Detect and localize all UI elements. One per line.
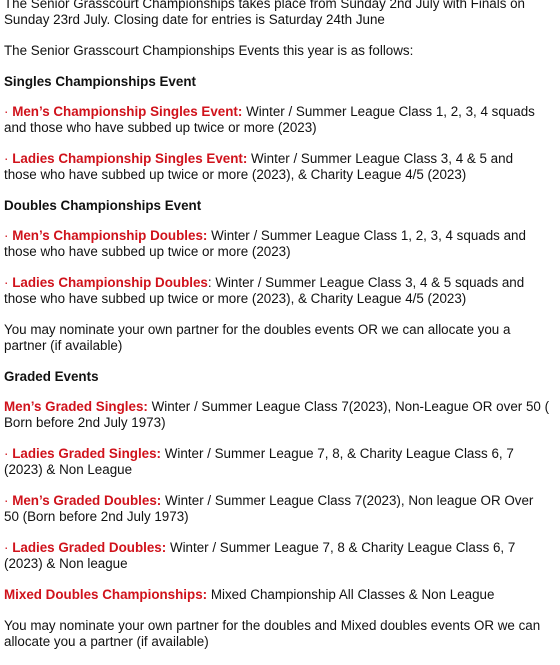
closing-partner-note: [4, 618, 560, 650]
mens-graded-singles: [4, 399, 560, 431]
doubles-partner-note-line-1: You may nominate your own partner for the doubles events OR we can allocate you a: [4, 322, 511, 337]
event-detail: Mixed Championship All Classes & Non League: [207, 587, 495, 602]
mens-graded-singles-line-1: [4, 399, 560, 415]
intro-line-1: The Senior Grasscourt Championships takes place from Sunday 2nd July with Finals on: [4, 0, 525, 11]
doubles-heading: [4, 198, 560, 214]
event-title: Ladies Championship Doubles: [12, 275, 208, 290]
mixed-doubles-line-1: [4, 587, 560, 603]
event-detail: Winter / Summer League 7, 8 & Charity League Class 6, 7: [166, 540, 516, 555]
doubles-partner-note-line-2: partner (if available): [4, 338, 123, 353]
event-detail: Winter / Summer League Class 7(2023), Non-League OR over 50 (: [147, 399, 550, 414]
events-intro: [4, 43, 560, 59]
ladies-championship-singles-line-2: those who have subbed up twice or more (2023), & Charity League 4/5 (2023): [4, 167, 467, 182]
ladies-championship-singles-line-1: [4, 151, 560, 167]
graded-heading: [4, 369, 560, 385]
ladies-graded-doubles-line-1: [4, 540, 560, 556]
mens-championship-doubles-line-2: those who have subbed up twice or more (2023): [4, 244, 291, 259]
event-detail: Winter / Summer League Class 7(2023), Non league OR Over: [161, 493, 534, 508]
mens-championship-singles-line-2: and those who have subbed up twice or more (2023): [4, 120, 317, 135]
mens-championship-doubles-line-1: [4, 228, 560, 244]
event-title: Ladies Graded Doubles:: [12, 540, 167, 555]
closing-note-line-1: You may nominate your own partner for the doubles and Mixed doubles events OR we can: [4, 618, 541, 633]
ladies-championship-doubles-line-2: those who have subbed up twice or more (2023), & Charity League 4/5 (2023): [4, 291, 467, 306]
bullet: ·: [4, 446, 13, 461]
championships-document: [4, 0, 560, 665]
mens-graded-singles-line-2: Born before 2nd July 1973): [4, 415, 166, 430]
event-detail: Winter / Summer League Class 1, 2, 3, 4 squads and: [207, 228, 526, 243]
ladies-graded-singles-line-1: [4, 446, 560, 462]
ladies-championship-doubles-line-1: [4, 275, 560, 291]
event-title: Men’s Graded Singles:: [4, 399, 148, 414]
bullet: ·: [4, 275, 13, 290]
ladies-championship-singles: [4, 151, 560, 183]
mens-championship-singles: [4, 104, 560, 136]
intro-line-2: Sunday 23rd July. Closing date for entries is Saturday 24th June: [4, 12, 385, 27]
singles-heading: [4, 74, 560, 90]
ladies-graded-singles-line-2: (2023) & Non League: [4, 462, 133, 477]
event-title: Men’s Championship Singles Event:: [12, 104, 243, 119]
mixed-doubles-championships: [4, 587, 560, 603]
event-title: Mixed Doubles Championships:: [4, 587, 208, 602]
closing-note-line-2: allocate you a partner (if available): [4, 634, 209, 649]
events-intro-line: The Senior Grasscourt Championships Events this year is as follows:: [4, 43, 414, 58]
ladies-graded-singles: [4, 446, 560, 478]
singles-heading-text: Singles Championships Event: [4, 74, 196, 89]
bullet: ·: [4, 493, 13, 508]
ladies-graded-doubles: [4, 540, 560, 572]
bullet: ·: [4, 151, 13, 166]
mens-championship-singles-line-1: [4, 104, 560, 120]
mens-graded-doubles-line-1: [4, 493, 560, 509]
event-title: Ladies Championship Singles Event:: [12, 151, 248, 166]
mens-graded-doubles: [4, 493, 560, 525]
event-title: Men’s Championship Doubles:: [12, 228, 208, 243]
event-detail: Winter / Summer League Class 1, 2, 3, 4 squads: [242, 104, 535, 119]
event-title: Ladies Graded Singles:: [12, 446, 162, 461]
graded-heading-text: Graded Events: [4, 369, 99, 384]
ladies-championship-doubles: [4, 275, 560, 307]
event-detail: : Winter / Summer League Class 3, 4 & 5 squads and: [207, 275, 525, 290]
ladies-graded-doubles-line-2: (2023) & Non league: [4, 556, 128, 571]
event-detail: Winter / Summer League Class 3, 4 & 5 and: [247, 151, 514, 166]
doubles-heading-text: Doubles Championships Event: [4, 198, 202, 213]
event-title: Men’s Graded Doubles:: [12, 493, 162, 508]
bullet: ·: [4, 228, 13, 243]
mens-graded-doubles-line-2: 50 (Born before 2nd July 1973): [4, 509, 189, 524]
bullet: ·: [4, 104, 13, 119]
bullet: ·: [4, 540, 13, 555]
intro-paragraph: [4, 0, 560, 28]
mens-championship-doubles: [4, 228, 560, 260]
doubles-partner-note: [4, 322, 560, 354]
event-detail: Winter / Summer League 7, 8, & Charity League Class 6, 7: [161, 446, 514, 461]
